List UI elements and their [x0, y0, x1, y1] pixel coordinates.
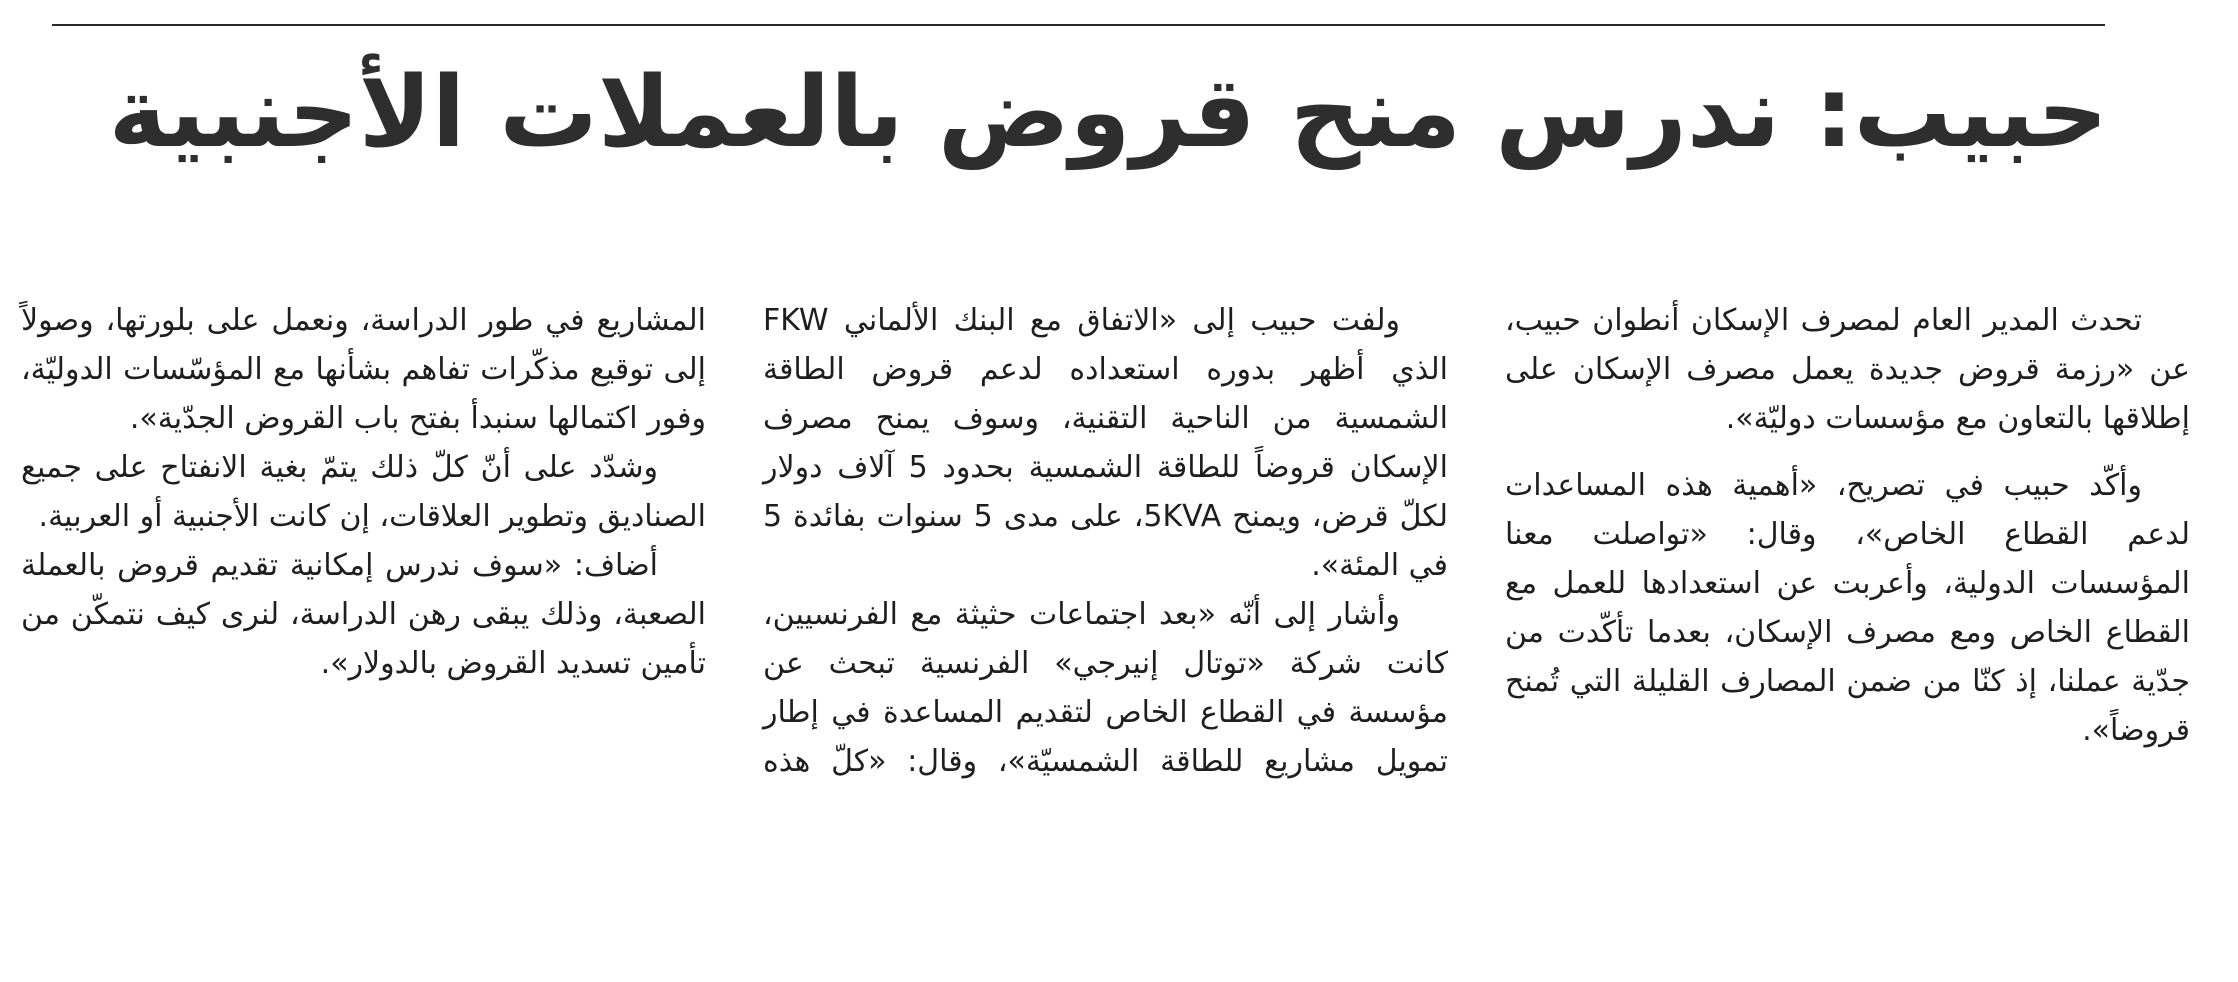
article-headline: حبيب: ندرس منح قروض بالعملات الأجنبية — [108, 56, 2108, 170]
article-paragraph: أضاف: «سوف ندرس إمكانية تقديم قروض بالعملة الصعبة، وذلك يبقى رهن الدراسة، لنرى كيف نتمكّن من تأمين تسديد القروض بالدولار». — [21, 548, 706, 681]
article-paragraph: وشدّد على أنّ كلّ ذلك يتمّ بغية الانفتاح على جميع الصناديق وتطوير العلاقات، إن كانت الأجنبية أو العربية. — [21, 450, 706, 534]
article-paragraph: تحدث المدير العام لمصرف الإسكان أنطوان حبيب، عن «رزمة قروض جديدة يعمل مصرف الإسكان على إطلاقها بالتعاون مع مؤسسات دوليّة». — [1505, 303, 2190, 436]
article-paragraph: ولفت حبيب إلى «الاتفاق مع البنك الألماني FKW الذي أظهر بدوره استعداده لدعم قروض الطاقة الشمسية من الناحية التقنية، وسوف يمنح مصرف الإسكان قروضاً للطاقة الشمسية بحدود 5 آلاف دولار لكلّ قرض، ويمنح 5KVA، على مدى 5 سنوات بفائدة 5 في المئة». — [763, 303, 1448, 583]
article-paragraph: وأشار إلى أنّه «بعد اجتماعات حثيثة مع الفرنسيين، كانت شركة «توتال إنيرجي» الفرنسية تبحث عن مؤسسة في القطاع الخاص لتقديم المساعدة في إطار تمويل مشاريع للطاقة الشمسيّة»، وقال: «كلّ هذه — [763, 597, 1448, 779]
article-paragraph: وأكّد حبيب في تصريح، «أهمية هذه المساعدات لدعم القطاع الخاص»، وقال: «تواصلت معنا المؤسسات الدولية، وأعربت عن استعدادها للعمل مع القطاع الخاص ومع مصرف الإسكان، بعدما تأكّدت من جدّية عملنا، إذ كنّا من ضمن المصارف القليلة التي تُمنح قروضاً». — [1505, 468, 2190, 748]
article-column-2 — [763, 296, 1448, 786]
article-paragraph: المشاريع في طور الدراسة، ونعمل على بلورتها، وصولاً إلى توقيع مذكّرات تفاهم بشأنها مع المؤسّسات الدوليّة، وفور اكتمالها سنبدأ بفتح باب القروض الجدّية». — [21, 303, 706, 436]
top-rule — [52, 24, 2105, 26]
article-column-3 — [21, 296, 706, 688]
article-column-1 — [1505, 296, 2190, 755]
